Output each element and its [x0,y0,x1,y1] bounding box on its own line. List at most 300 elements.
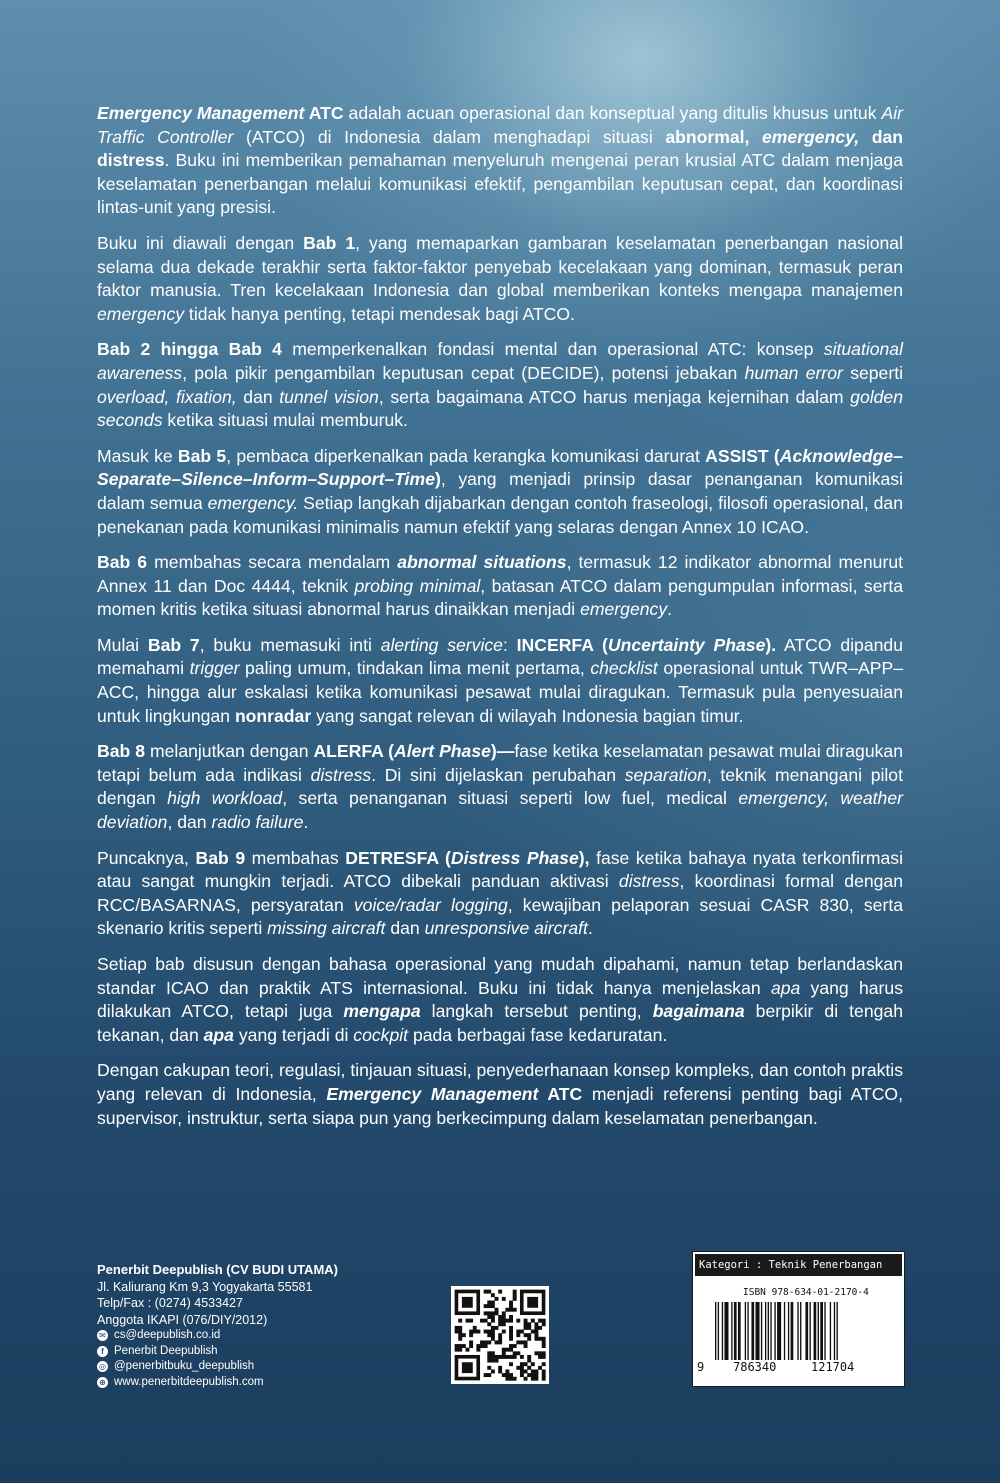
text-segment: cockpit [353,1024,409,1045]
publisher-membership: Anggota IKAPI (076/DIY/2012) [97,1312,268,1327]
qr-module [502,1322,506,1326]
barcode-bar [810,1302,811,1360]
qr-module [462,1333,466,1337]
qr-module [495,1308,499,1312]
contact-instagram [97,1359,417,1375]
qr-module [509,1315,513,1319]
qr-module [495,1359,499,1363]
barcode-bar [777,1302,781,1360]
barcode-bar [734,1302,737,1360]
qr-module [513,1293,517,1297]
qr-module [538,1337,542,1341]
qr-module [484,1311,488,1315]
qr-module [513,1355,517,1359]
barcode-bar [788,1302,789,1360]
text-segment: Masuk ke [97,445,178,466]
paragraph [97,338,903,432]
qr-module [524,1362,528,1366]
qr-module [509,1377,513,1381]
qr-module [505,1373,509,1377]
barcode-bar [761,1302,762,1360]
text-segment: emergency [580,599,668,620]
text-segment: trigger [189,658,240,679]
qr-module [498,1322,502,1326]
qr-module [531,1362,535,1366]
barcode-bar [738,1302,741,1360]
barcode-digits-right: 121704 [811,1360,855,1374]
qr-module [480,1319,484,1323]
qr-module [520,1340,524,1344]
qr-module [527,1373,531,1377]
text-segment: Bab 9 [195,847,246,868]
text-segment: , buku memasuki inti [199,634,381,655]
qr-module [491,1304,495,1308]
qr-module [542,1362,546,1366]
qr-module [524,1333,528,1337]
qr-module [524,1377,528,1381]
qr-module [513,1308,517,1312]
text-segment: ) [434,469,441,490]
barcode-bar [722,1302,723,1360]
text-segment: Acknowledge–Separate–Silence–Inform–Support–Time [97,445,903,490]
qr-module [509,1304,513,1308]
qr-module [491,1311,495,1315]
qr-module [469,1319,473,1323]
qr-module [491,1326,495,1330]
text-segment: DETRESFA ( [345,847,451,868]
barcode-bar [820,1302,823,1360]
qr-module [509,1348,513,1352]
barcode-bar [715,1302,716,1360]
qr-module [502,1373,506,1377]
qr-module [491,1333,495,1337]
text-segment: : [502,634,517,655]
paragraph [97,102,903,220]
text-segment: pada berbagai fase kedaruratan. [408,1024,668,1045]
qr-module [458,1333,462,1337]
text-segment: fase ketika bahaya nyata terkonfirmasi atau sangat mungkin terjadi. ATCO dibekali panduan aktivasi [97,847,903,892]
qr-module [538,1355,542,1359]
qr-module [473,1326,477,1330]
paragraph [97,847,903,941]
text-segment: abnormal situations [397,552,567,573]
qr-module [473,1330,477,1334]
qr-module [509,1330,513,1334]
qr-module [491,1369,495,1373]
text-segment: alerting service [380,634,503,655]
barcode-bar [830,1302,831,1360]
qr-module [458,1337,462,1341]
text-segment: separation [624,764,707,785]
text-segment: voice/radar logging [353,894,508,915]
qr-module [466,1319,470,1323]
qr-module [520,1330,524,1334]
qr-module [509,1308,513,1312]
instagram-icon: ◎ [97,1361,108,1372]
qr-module [487,1373,491,1377]
qr-module [458,1326,462,1330]
paragraph [97,740,903,834]
qr-module [538,1351,542,1355]
qr-module [491,1330,495,1334]
qr-module [509,1362,513,1366]
text-segment: missing aircraft [267,918,386,939]
qr-module [509,1344,513,1348]
text-segment: mengapa [343,1001,421,1022]
qr-module [527,1326,531,1330]
qr-module [469,1330,473,1334]
text-segment: checklist [590,658,658,679]
barcode-bar [751,1302,754,1360]
qr-module [498,1337,502,1341]
qr-module [491,1315,495,1319]
text-segment: unresponsive aircraft [424,918,588,939]
barcode-bar [791,1302,794,1360]
qr-module [516,1340,520,1344]
text-segment: Bab 5 [177,445,227,466]
text-segment: memperkenalkan fondasi mental dan operasional ATC: konsep [281,339,824,360]
qr-module [484,1290,488,1294]
qr-module [491,1359,495,1363]
paragraph [97,953,903,1047]
qr-module [469,1340,473,1344]
website-text[interactable]: www.penerbitdeepublish.com [114,1375,264,1388]
qr-module [502,1319,506,1323]
qr-module [480,1340,484,1344]
facebook-text[interactable]: Penerbit Deepublish [114,1344,218,1357]
text-segment: ), [578,847,590,868]
text-segment: (ATCO) di Indonesia dalam menghadapi situasi [233,126,666,147]
qr-module [498,1290,502,1294]
qr-module [527,1322,531,1326]
text-segment: Emergency Management [97,103,305,123]
blurb-text [97,102,903,1130]
text-segment: , teknik menangani pilot dengan [97,764,903,809]
qr-module [498,1333,502,1337]
text-segment: )— [490,741,515,762]
qr-module [513,1377,517,1381]
text-segment: Alert Phase [394,741,491,762]
text-segment: , pembaca diperkenalkan pada kerangka komunikasi darurat [226,445,706,466]
text-segment: . [587,918,593,939]
qr-module [487,1333,491,1337]
qr-module [469,1333,473,1337]
text-segment: apa [203,1024,234,1045]
text-segment: seperti [842,362,903,383]
qr-module [534,1330,538,1334]
text-segment: ALERFA ( [313,741,395,762]
qr-module [534,1322,538,1326]
qr-module [498,1319,502,1323]
text-segment: golden seconds [97,386,904,431]
qr-module [476,1344,480,1348]
qr-module [527,1333,531,1337]
qr-module [542,1322,546,1326]
qr-module [484,1340,488,1344]
qr-module [491,1301,495,1305]
qr-module [487,1355,491,1359]
text-segment: overload, fixation, [97,386,237,407]
barcode-bar [800,1302,801,1360]
qr-module [498,1355,502,1359]
qr-module [495,1355,499,1359]
paragraph [97,232,903,326]
qr-module [531,1319,535,1323]
qr-module [531,1330,535,1334]
text-segment: membahas [245,847,346,868]
qr-code-graphic [451,1286,549,1384]
qr-module [513,1297,517,1301]
text-segment: Bab 7 [147,634,200,655]
text-segment: INCERFA ( [516,634,608,655]
qr-module [487,1304,491,1308]
qr-module [487,1322,491,1326]
qr-module [513,1344,517,1348]
qr-module [502,1348,506,1352]
qr-module [487,1359,491,1363]
qr-module [524,1340,528,1344]
publisher-name: Penerbit Deepublish (CV BUDI UTAMA) [97,1262,338,1277]
qr-module [524,1344,528,1348]
barcode-bar [724,1302,728,1360]
text-segment: . [303,812,309,833]
text-segment: Bab 1 [303,232,356,253]
qr-module [538,1326,542,1330]
isbn-number: ISBN 978-634-01-2170-4 [743,1287,869,1298]
qr-module [487,1290,491,1294]
qr-module [524,1326,528,1330]
qr-module [498,1366,502,1370]
qr-module [509,1337,513,1341]
text-segment: . Di sini dijelaskan perubahan [371,764,625,785]
qr-module [495,1340,499,1344]
facebook-icon: f [97,1346,108,1357]
qr-module [466,1348,470,1352]
contact-facebook [97,1344,417,1360]
barcode-digits-left: 786340 [733,1360,777,1374]
barcode-bar [805,1302,808,1360]
qr-module [484,1330,488,1334]
text-segment: operasional untuk TWR–APP–ACC, hingga alur eskalasi ketika komunikasi pesawat mulai diragukan. Termasuk pula penyesuaian untuk lingkungan [97,658,903,726]
text-segment: Setiap bab disusun dengan bahasa operasional yang mudah dipahami, namun tetap berlandaskan standar ICAO dan praktik ATS internasional. Buku ini tidak hanya menjelaskan [97,954,903,998]
text-segment: langkah tersebut penting, [420,1001,653,1022]
text-segment: yang terjadi di [233,1024,354,1045]
qr-module [509,1319,513,1323]
qr-module [520,1373,524,1377]
instagram-text[interactable]: @penerbitbuku_deepublish [114,1360,255,1372]
barcode-bar [784,1302,785,1360]
barcode-icon [709,1302,889,1360]
text-segment: distress [310,764,372,785]
qr-module [534,1373,538,1377]
qr-module [542,1369,546,1373]
qr-module [469,1344,473,1348]
barcode-bar [797,1302,798,1360]
qr-module [509,1301,513,1305]
qr-module [495,1297,499,1301]
text-segment: Dengan cakupan teori, regulasi, tinjauan situasi, penyederhanaan konsep kompleks, dan contoh praktis yang relevan di Indonesia, [97,1060,903,1104]
qr-module [487,1315,491,1319]
qr-module [487,1330,491,1334]
qr-module [524,1369,528,1373]
text-segment: . [667,599,673,620]
text-segment: Buku ini diawali dengan [97,232,304,253]
qr-module [527,1355,531,1359]
text-segment: abnormal, [665,126,762,147]
qr-module [542,1340,546,1344]
barcode-bar [774,1302,775,1360]
qr-module [458,1330,462,1334]
globe-icon: ⊕ [97,1377,108,1388]
qr-module [542,1337,546,1341]
qr-module [513,1290,517,1294]
qr-module [502,1315,506,1319]
publisher-phone: Telp/Fax : (0274) 4533427 [97,1296,243,1310]
text-segment: , kewajiban pelaporan sesuai CASR 830, serta skenario kritis seperti [97,894,903,939]
qr-module [524,1319,528,1323]
paragraph [97,551,903,622]
text-segment: emergency. [207,492,299,513]
text-segment: , termasuk 12 indikator abnormal menurut Annex 11 dan Doc 4444, teknik [97,552,903,596]
qr-module [542,1344,546,1348]
text-segment: , yang memaparkan gambaran keselamatan penerbangan nasional selama dua dekade terakhir serta faktor-faktor penyebab kecelakaan yang dominan, termasuk peran faktor manusia. Tren kecelakaan Indonesia dan global memberikan konteks mengapa manajemen [97,232,903,301]
qr-module [495,1326,499,1330]
qr-module [458,1348,462,1352]
qr-module [487,1351,491,1355]
text-segment: Uncertainty Phase [607,634,766,655]
qr-module [502,1311,506,1315]
barcode-bar [837,1302,838,1360]
text-segment: , koordinasi formal dengan RCC/BASARNAS, persyaratan [97,871,903,915]
text-segment: Emergency Management [326,1083,539,1104]
barcode-bar [731,1302,732,1360]
qr-code-icon[interactable] [451,1286,549,1384]
qr-module [542,1373,546,1377]
text-segment: Bab 6 [97,552,148,573]
barcode-bar [814,1302,817,1360]
qr-finder [462,1297,473,1308]
barcode-bar [824,1302,825,1360]
text-segment: ATCO dipandu memahami [97,634,903,679]
qr-module [491,1319,495,1323]
qr-module [509,1373,513,1377]
qr-module [487,1311,491,1315]
text-segment: ASSIST ( [705,445,780,466]
text-segment: ATC [304,103,344,123]
qr-module [487,1301,491,1305]
barcode-bar [770,1302,771,1360]
barcode-bar [818,1302,819,1360]
text-segment: membahas secara mendalam [147,552,398,573]
qr-module [484,1304,488,1308]
text-segment: Air Traffic Controller [97,103,903,147]
text-segment: probing minimal [354,575,481,596]
qr-module [505,1369,509,1373]
qr-module [505,1377,509,1381]
text-segment: yang sangat relevan di wilayah Indonesia bagian timur. [311,705,744,726]
qr-module [534,1377,538,1381]
text-segment: . Buku ini memberikan pemahaman menyeluruh mengenai peran krusial ATC dalam menjaga keselamatan penerbangan melalui komunikasi efektif, pengambilan keputusan cepat, dan koordinasi lintas-unit yang presisi. [97,150,903,218]
qr-module [495,1311,499,1315]
paragraph [97,634,903,728]
text-segment: menjadi referensi penting bagi ATCO, supervisor, instruktur, serta siapa pun yang berkecimpung dalam keselamatan penerbangan. [97,1083,903,1128]
text-segment: fase ketika keselamatan pesawat mulai diragukan tetapi belum ada indikasi [97,741,903,785]
qr-module [527,1337,531,1341]
text-segment: Setiap langkah dijabarkan dengan contoh fraseologi, filosofi operasional, dan penekanan pada komunikasi minimalis namun efektif yang selaras dengan Annex 10 ICAO. [97,492,903,537]
qr-module [538,1366,542,1370]
qr-module [520,1369,524,1373]
text-segment: paling umum, tindakan lima menit pertama, [239,658,591,679]
qr-module [502,1297,506,1301]
text-segment: , serta bagaimana ATCO harus menjaga kejernihan dalam [378,386,851,407]
qr-module [455,1330,459,1334]
qr-module [513,1351,517,1355]
text-segment: radio failure [211,812,304,833]
qr-module [476,1330,480,1334]
text-segment: Bab 8 [97,741,145,762]
text-segment: ATC [538,1083,583,1104]
qr-module [505,1348,509,1352]
text-segment: nonradar [234,705,312,726]
publisher-address: Jl. Kaliurang Km 9,3 Yogyakarta 55581 [97,1279,313,1294]
text-segment: yang harus dilakukan ATCO, tetapi juga [97,977,903,1022]
qr-module [520,1362,524,1366]
qr-module [498,1315,502,1319]
text-segment: , pola pikir pengambilan keputusan cepat (DECIDE), potensi jebakan [182,362,745,383]
barcode-bar [718,1302,719,1360]
qr-module [542,1319,546,1323]
qr-module [484,1373,488,1377]
qr-module [534,1333,538,1337]
qr-module [505,1319,509,1323]
contact-email [97,1328,417,1344]
text-segment: apa [770,977,801,998]
qr-module [520,1366,524,1370]
qr-module [531,1377,535,1381]
qr-module [462,1344,466,1348]
text-segment: melanjutkan dengan [145,741,314,762]
text-segment: emergency [97,303,185,324]
contact-website [97,1375,417,1391]
qr-module [534,1337,538,1341]
qr-finder [462,1362,473,1373]
text-segment: Distress Phase [450,847,579,868]
email-text[interactable]: cs@deepublish.co.id [114,1329,221,1341]
qr-module [509,1326,513,1330]
barcode-bar [768,1302,769,1360]
text-segment: dan [236,386,280,407]
qr-module [534,1351,538,1355]
qr-finder [527,1297,538,1308]
qr-module [516,1330,520,1334]
barcode-bar [834,1302,835,1360]
qr-module [487,1340,491,1344]
qr-module [538,1319,542,1323]
qr-module [476,1348,480,1352]
qr-module [502,1351,506,1355]
text-segment: ketika situasi mulai memburuk. [162,410,408,431]
text-segment: emergency, [761,126,860,147]
text-segment: , dan [167,812,212,833]
qr-module [487,1366,491,1370]
barcode-bar [745,1302,746,1360]
qr-module [498,1369,502,1373]
qr-module [524,1322,528,1326]
qr-module [502,1355,506,1359]
text-segment: high workload [167,788,283,809]
qr-module [542,1355,546,1359]
text-segment: adalah acuan operasional dan konseptual yang ditulis khusus untuk [343,103,882,123]
